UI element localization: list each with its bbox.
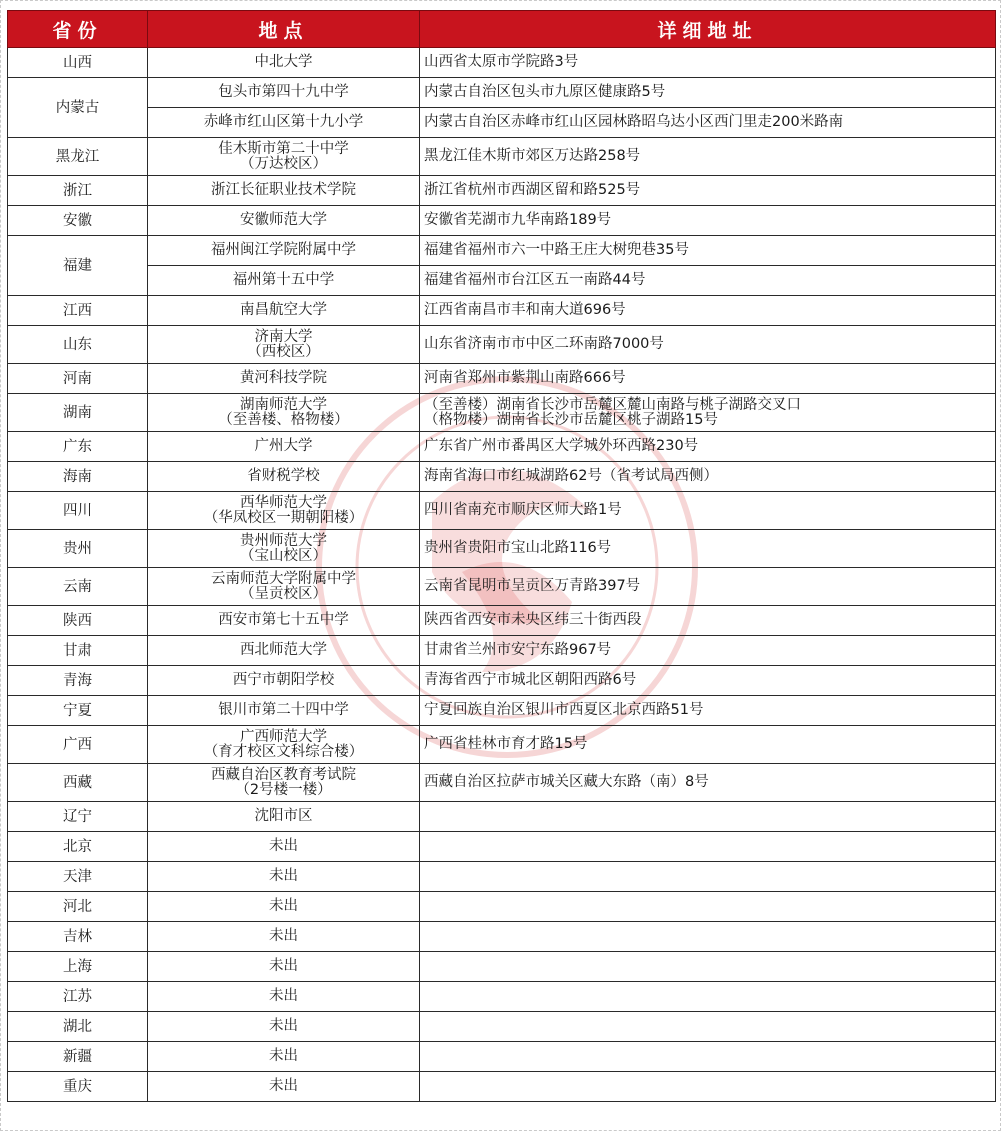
- table-row: [8, 326, 996, 364]
- address-cell: [420, 326, 996, 364]
- table-row: [8, 206, 996, 236]
- place-cell: [148, 296, 420, 326]
- table-row: [8, 636, 996, 666]
- address-cell: [420, 802, 996, 832]
- place-cell: [148, 832, 420, 862]
- place-cell: [148, 666, 420, 696]
- address-text: （至善楼）湖南省长沙市岳麓区麓山南路与桃子湖路交叉口: [424, 396, 801, 413]
- place-cell: [148, 982, 420, 1012]
- province-cell: 天津: [8, 862, 148, 892]
- place-text: 未出: [269, 958, 298, 974]
- place-cell: [148, 108, 420, 138]
- province-cell: 福建: [8, 236, 148, 296]
- address-cell: [420, 364, 996, 394]
- table-row: [8, 892, 996, 922]
- address-text: 广东省广州市番禺区大学城外环西路230号: [424, 438, 699, 454]
- header-province: 省份: [8, 11, 148, 48]
- place-text: 西宁市朝阳学校: [232, 672, 335, 688]
- place-text: 福州第十五中学: [232, 272, 335, 288]
- province-cell: 辽宁: [8, 802, 148, 832]
- table-row: [8, 530, 996, 568]
- place-cell: [148, 726, 420, 764]
- address-cell: [420, 138, 996, 176]
- place-text: 西安市第七十五中学: [218, 612, 349, 628]
- place-cell: [148, 606, 420, 636]
- address-text: 浙江省杭州市西湖区留和路525号: [424, 182, 641, 198]
- address-cell: [420, 696, 996, 726]
- place-text: 赤峰市红山区第十九小学: [203, 114, 364, 130]
- province-cell: 湖南: [8, 394, 148, 432]
- province-cell: 江西: [8, 296, 148, 326]
- address-text: 福建省福州市六一中路王庄大树兜巷35号: [424, 242, 689, 258]
- address-cell: [420, 176, 996, 206]
- province-cell: 贵州: [8, 530, 148, 568]
- place-text: 银川市第二十四中学: [218, 702, 349, 718]
- place-text: 未出: [269, 868, 298, 884]
- table-row: [8, 236, 996, 266]
- table-row: [8, 764, 996, 802]
- place-cell: [148, 462, 420, 492]
- province-cell: 重庆: [8, 1072, 148, 1102]
- place-cell: [148, 952, 420, 982]
- place-text: 广西师范大学: [240, 728, 327, 745]
- place-cell: [148, 530, 420, 568]
- place-cell: [148, 492, 420, 530]
- address-text: 西藏自治区拉萨市城关区藏大东路（南）8号: [424, 774, 709, 790]
- address-cell: [420, 78, 996, 108]
- place-text: 未出: [269, 838, 298, 854]
- table-row: [8, 108, 996, 138]
- address-text: 海南省海口市红城湖路62号（省考试局西侧）: [424, 468, 718, 484]
- address-text: 内蒙古自治区包头市九原区健康路5号: [424, 84, 666, 100]
- province-cell: 北京: [8, 832, 148, 862]
- place-text: 湖南师范大学: [240, 396, 327, 413]
- table-row: [8, 266, 996, 296]
- address-cell: [420, 296, 996, 326]
- address-text: 内蒙古自治区赤峰市红山区园林路昭乌达小区西门里走200米路南: [424, 114, 844, 130]
- address-cell: [420, 636, 996, 666]
- province-cell: 安徽: [8, 206, 148, 236]
- place-text: 西藏自治区教育考试院: [211, 766, 356, 783]
- place-text: 未出: [269, 928, 298, 944]
- place-text: （至善楼、格物楼）: [218, 411, 349, 428]
- place-cell: [148, 696, 420, 726]
- address-cell: [420, 892, 996, 922]
- province-cell: 山东: [8, 326, 148, 364]
- address-cell: [420, 862, 996, 892]
- exam-location-table: [7, 10, 996, 1102]
- place-text: 福州闽江学院附属中学: [211, 242, 356, 258]
- table-row: [8, 1012, 996, 1042]
- address-cell: [420, 530, 996, 568]
- table-row: [8, 432, 996, 462]
- table-row: [8, 802, 996, 832]
- place-text: 未出: [269, 988, 298, 1004]
- table-row: [8, 832, 996, 862]
- address-cell: [420, 462, 996, 492]
- address-cell: [420, 1072, 996, 1102]
- table-header-row: [8, 11, 996, 48]
- address-cell: [420, 108, 996, 138]
- place-text: 未出: [269, 1078, 298, 1094]
- table-row: [8, 568, 996, 606]
- table-row: [8, 394, 996, 432]
- province-cell: 上海: [8, 952, 148, 982]
- address-cell: [420, 48, 996, 78]
- place-cell: [148, 1012, 420, 1042]
- place-text: 云南师范大学附属中学: [211, 570, 356, 587]
- place-text: 未出: [269, 898, 298, 914]
- place-text: （育才校区文科综合楼）: [203, 743, 364, 760]
- address-cell: [420, 982, 996, 1012]
- address-cell: [420, 266, 996, 296]
- address-cell: [420, 922, 996, 952]
- table-row: [8, 666, 996, 696]
- place-cell: [148, 892, 420, 922]
- table-row: [8, 364, 996, 394]
- address-text: 广西省桂林市育才路15号: [424, 736, 588, 752]
- place-cell: [148, 862, 420, 892]
- address-text: 江西省南昌市丰和南大道696号: [424, 302, 626, 318]
- address-cell: [420, 432, 996, 462]
- place-text: 贵州师范大学: [240, 532, 327, 549]
- table-row: [8, 462, 996, 492]
- table-row: [8, 138, 996, 176]
- province-cell: 甘肃: [8, 636, 148, 666]
- place-text: （西校区）: [247, 343, 320, 360]
- address-text: 四川省南充市顺庆区师大路1号: [424, 502, 622, 518]
- place-cell: [148, 1042, 420, 1072]
- place-cell: [148, 138, 420, 176]
- address-text: 云南省昆明市呈贡区万青路397号: [424, 578, 641, 594]
- table-row: [8, 696, 996, 726]
- province-cell: 浙江: [8, 176, 148, 206]
- table-row: [8, 862, 996, 892]
- province-cell: 河北: [8, 892, 148, 922]
- place-text: 西北师范大学: [240, 642, 327, 658]
- place-text: （呈贡校区）: [240, 585, 327, 602]
- address-text: 甘肃省兰州市安宁东路967号: [424, 642, 612, 658]
- place-text: 未出: [269, 1018, 298, 1034]
- province-cell: 新疆: [8, 1042, 148, 1072]
- place-cell: [148, 78, 420, 108]
- place-cell: [148, 764, 420, 802]
- address-cell: [420, 1012, 996, 1042]
- province-cell: 西藏: [8, 764, 148, 802]
- province-cell: 陕西: [8, 606, 148, 636]
- address-cell: [420, 832, 996, 862]
- province-cell: 四川: [8, 492, 148, 530]
- place-cell: [148, 206, 420, 236]
- address-cell: [420, 1042, 996, 1072]
- place-cell: [148, 266, 420, 296]
- place-cell: [148, 802, 420, 832]
- address-text: 青海省西宁市城北区朝阳西路6号: [424, 672, 637, 688]
- address-cell: [420, 568, 996, 606]
- province-cell: 山西: [8, 48, 148, 78]
- place-text: 沈阳市区: [254, 808, 313, 824]
- address-cell: [420, 394, 996, 432]
- address-text: 宁夏回族自治区银川市西夏区北京西路51号: [424, 702, 704, 718]
- province-cell: 广东: [8, 432, 148, 462]
- place-cell: [148, 326, 420, 364]
- address-cell: [420, 666, 996, 696]
- table-row: [8, 176, 996, 206]
- place-text: 济南大学: [254, 328, 313, 345]
- table-row: [8, 1072, 996, 1102]
- place-cell: [148, 636, 420, 666]
- place-text: （万达校区）: [240, 155, 327, 172]
- address-cell: [420, 764, 996, 802]
- address-text: 山西省太原市学院路3号: [424, 54, 579, 70]
- place-text: 中北大学: [254, 54, 313, 70]
- province-cell: 河南: [8, 364, 148, 394]
- place-text: （2号楼一楼）: [235, 781, 332, 798]
- header-address: 详细地址: [420, 11, 996, 48]
- place-text: 广州大学: [254, 438, 313, 454]
- address-text: 贵州省贵阳市宝山北路116号: [424, 540, 612, 556]
- place-text: （宝山校区）: [240, 547, 327, 564]
- place-text: 西华师范大学: [240, 494, 327, 511]
- table-row: [8, 952, 996, 982]
- place-cell: [148, 364, 420, 394]
- place-text: 黄河科技学院: [240, 370, 327, 386]
- address-text: 黑龙江佳木斯市郊区万达路258号: [424, 148, 641, 164]
- address-cell: [420, 952, 996, 982]
- province-cell: 云南: [8, 568, 148, 606]
- province-cell: 黑龙江: [8, 138, 148, 176]
- place-cell: [148, 1072, 420, 1102]
- address-text: 河南省郑州市紫荆山南路666号: [424, 370, 626, 386]
- header-place: 地点: [148, 11, 420, 48]
- place-cell: [148, 568, 420, 606]
- place-text: 南昌航空大学: [240, 302, 327, 318]
- address-text: 安徽省芜湖市九华南路189号: [424, 212, 612, 228]
- address-cell: [420, 492, 996, 530]
- table-row: [8, 922, 996, 952]
- place-cell: [148, 236, 420, 266]
- place-cell: [148, 176, 420, 206]
- province-cell: 青海: [8, 666, 148, 696]
- address-text: 陕西省西安市未央区纬三十街西段: [424, 612, 642, 628]
- table-body: [8, 48, 996, 1102]
- province-cell: 内蒙古: [8, 78, 148, 138]
- place-cell: [148, 48, 420, 78]
- address-text: （格物楼）湖南省长沙市岳麓区桃子湖路15号: [424, 411, 718, 428]
- place-text: （华凤校区一期朝阳楼）: [203, 509, 364, 526]
- place-text: 佳木斯市第二十中学: [218, 140, 349, 157]
- province-cell: 海南: [8, 462, 148, 492]
- table-row: [8, 492, 996, 530]
- table-row: [8, 1042, 996, 1072]
- table-row: [8, 726, 996, 764]
- province-cell: 吉林: [8, 922, 148, 952]
- table-row: [8, 48, 996, 78]
- place-cell: [148, 922, 420, 952]
- place-cell: [148, 394, 420, 432]
- table-row: [8, 78, 996, 108]
- table-row: [8, 296, 996, 326]
- province-cell: 湖北: [8, 1012, 148, 1042]
- address-text: 福建省福州市台江区五一南路44号: [424, 272, 646, 288]
- place-text: 省财税学校: [247, 468, 320, 484]
- address-cell: [420, 236, 996, 266]
- place-text: 包头市第四十九中学: [218, 84, 349, 100]
- place-text: 未出: [269, 1048, 298, 1064]
- address-cell: [420, 726, 996, 764]
- place-cell: [148, 432, 420, 462]
- place-text: 安徽师范大学: [240, 212, 327, 228]
- address-cell: [420, 606, 996, 636]
- address-cell: [420, 206, 996, 236]
- table-row: [8, 982, 996, 1012]
- address-text: 山东省济南市市中区二环南路7000号: [424, 336, 664, 352]
- table-row: [8, 606, 996, 636]
- province-cell: 广西: [8, 726, 148, 764]
- province-cell: 宁夏: [8, 696, 148, 726]
- province-cell: 江苏: [8, 982, 148, 1012]
- place-text: 浙江长征职业技术学院: [211, 182, 356, 198]
